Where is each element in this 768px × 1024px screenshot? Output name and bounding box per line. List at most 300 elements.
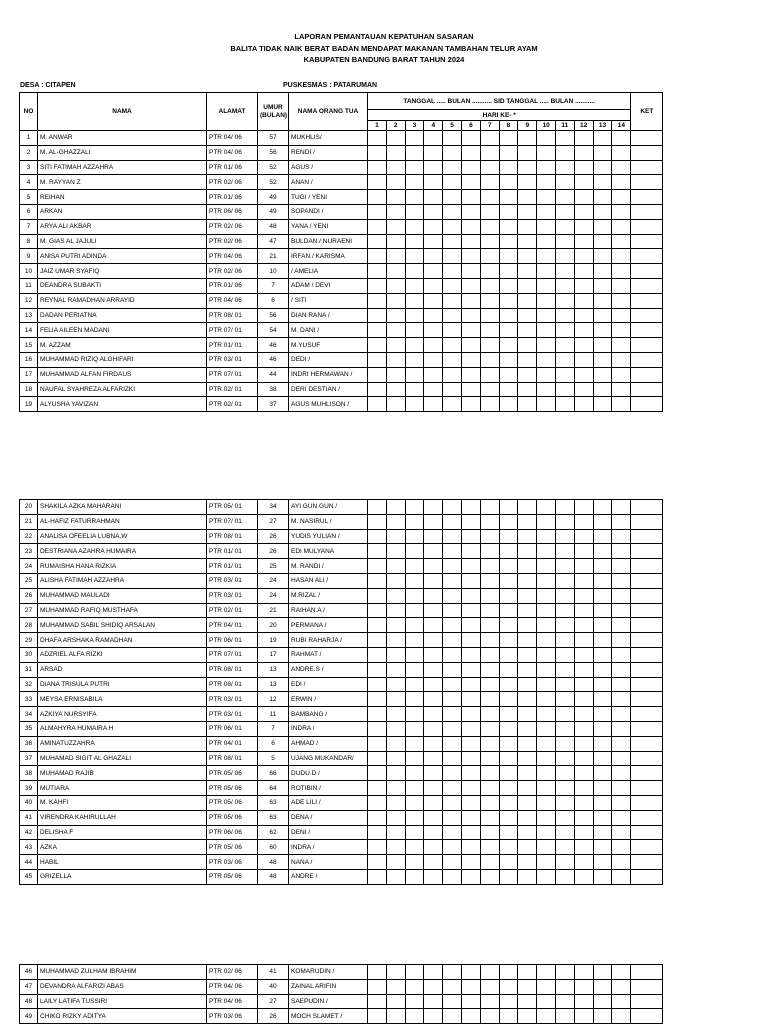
cell-day-7[interactable] xyxy=(480,707,499,722)
cell-ket[interactable] xyxy=(631,529,663,544)
cell-day-11[interactable] xyxy=(555,647,574,662)
cell-day-1[interactable] xyxy=(368,160,387,175)
cell-day-10[interactable] xyxy=(537,855,556,870)
cell-day-10[interactable] xyxy=(537,338,556,353)
cell-day-7[interactable] xyxy=(480,559,499,574)
cell-day-2[interactable] xyxy=(386,175,405,190)
cell-day-12[interactable] xyxy=(574,573,593,588)
cell-ket[interactable] xyxy=(631,692,663,707)
cell-day-3[interactable] xyxy=(405,204,424,219)
cell-day-12[interactable] xyxy=(574,795,593,810)
cell-day-3[interactable] xyxy=(405,840,424,855)
cell-day-12[interactable] xyxy=(574,662,593,677)
cell-day-6[interactable] xyxy=(461,795,480,810)
cell-day-8[interactable] xyxy=(499,264,518,279)
cell-day-9[interactable] xyxy=(518,234,537,249)
cell-day-1[interactable] xyxy=(368,751,387,766)
cell-day-11[interactable] xyxy=(555,500,574,515)
cell-day-1[interactable] xyxy=(368,618,387,633)
cell-day-7[interactable] xyxy=(480,529,499,544)
cell-day-2[interactable] xyxy=(386,781,405,796)
cell-day-13[interactable] xyxy=(593,175,612,190)
cell-day-1[interactable] xyxy=(368,588,387,603)
cell-day-4[interactable] xyxy=(424,736,443,751)
cell-day-11[interactable] xyxy=(555,618,574,633)
cell-day-13[interactable] xyxy=(593,219,612,234)
cell-day-4[interactable] xyxy=(424,397,443,412)
cell-day-13[interactable] xyxy=(593,855,612,870)
cell-day-10[interactable] xyxy=(537,131,556,146)
cell-day-4[interactable] xyxy=(424,603,443,618)
cell-day-10[interactable] xyxy=(537,736,556,751)
cell-day-4[interactable] xyxy=(424,1009,443,1024)
cell-day-4[interactable] xyxy=(424,190,443,205)
cell-day-4[interactable] xyxy=(424,721,443,736)
cell-day-12[interactable] xyxy=(574,352,593,367)
cell-day-4[interactable] xyxy=(424,994,443,1009)
cell-day-13[interactable] xyxy=(593,994,612,1009)
cell-day-7[interactable] xyxy=(480,766,499,781)
cell-day-7[interactable] xyxy=(480,603,499,618)
cell-day-12[interactable] xyxy=(574,338,593,353)
cell-day-5[interactable] xyxy=(443,869,462,884)
cell-day-10[interactable] xyxy=(537,573,556,588)
cell-day-12[interactable] xyxy=(574,840,593,855)
cell-day-7[interactable] xyxy=(480,338,499,353)
cell-day-11[interactable] xyxy=(555,869,574,884)
cell-ket[interactable] xyxy=(631,766,663,781)
cell-day-10[interactable] xyxy=(537,323,556,338)
cell-day-6[interactable] xyxy=(461,249,480,264)
cell-day-14[interactable] xyxy=(612,160,631,175)
cell-day-8[interactable] xyxy=(499,766,518,781)
cell-day-6[interactable] xyxy=(461,603,480,618)
cell-day-12[interactable] xyxy=(574,204,593,219)
cell-day-6[interactable] xyxy=(461,855,480,870)
cell-day-11[interactable] xyxy=(555,721,574,736)
cell-day-9[interactable] xyxy=(518,190,537,205)
cell-day-8[interactable] xyxy=(499,514,518,529)
cell-day-13[interactable] xyxy=(593,840,612,855)
cell-day-5[interactable] xyxy=(443,618,462,633)
cell-day-3[interactable] xyxy=(405,1009,424,1024)
cell-day-11[interactable] xyxy=(555,204,574,219)
cell-day-13[interactable] xyxy=(593,736,612,751)
cell-day-13[interactable] xyxy=(593,500,612,515)
cell-day-13[interactable] xyxy=(593,367,612,382)
cell-day-1[interactable] xyxy=(368,514,387,529)
cell-day-1[interactable] xyxy=(368,810,387,825)
cell-day-8[interactable] xyxy=(499,965,518,980)
cell-day-3[interactable] xyxy=(405,588,424,603)
cell-day-5[interactable] xyxy=(443,1009,462,1024)
cell-day-2[interactable] xyxy=(386,795,405,810)
cell-day-14[interactable] xyxy=(612,677,631,692)
cell-day-12[interactable] xyxy=(574,559,593,574)
cell-day-9[interactable] xyxy=(518,145,537,160)
cell-day-14[interactable] xyxy=(612,382,631,397)
cell-day-3[interactable] xyxy=(405,514,424,529)
cell-day-1[interactable] xyxy=(368,278,387,293)
cell-day-4[interactable] xyxy=(424,707,443,722)
cell-day-13[interactable] xyxy=(593,382,612,397)
cell-day-1[interactable] xyxy=(368,965,387,980)
cell-day-5[interactable] xyxy=(443,160,462,175)
cell-day-4[interactable] xyxy=(424,751,443,766)
cell-day-1[interactable] xyxy=(368,131,387,146)
cell-day-14[interactable] xyxy=(612,352,631,367)
cell-day-14[interactable] xyxy=(612,529,631,544)
cell-day-14[interactable] xyxy=(612,559,631,574)
cell-ket[interactable] xyxy=(631,721,663,736)
cell-day-8[interactable] xyxy=(499,278,518,293)
cell-day-14[interactable] xyxy=(612,781,631,796)
cell-day-9[interactable] xyxy=(518,219,537,234)
cell-day-7[interactable] xyxy=(480,131,499,146)
cell-day-5[interactable] xyxy=(443,979,462,994)
cell-day-3[interactable] xyxy=(405,677,424,692)
cell-ket[interactable] xyxy=(631,751,663,766)
cell-day-10[interactable] xyxy=(537,278,556,293)
cell-day-10[interactable] xyxy=(537,145,556,160)
cell-day-5[interactable] xyxy=(443,308,462,323)
cell-day-4[interactable] xyxy=(424,529,443,544)
cell-day-8[interactable] xyxy=(499,529,518,544)
cell-day-1[interactable] xyxy=(368,869,387,884)
cell-day-6[interactable] xyxy=(461,367,480,382)
cell-day-12[interactable] xyxy=(574,514,593,529)
cell-ket[interactable] xyxy=(631,994,663,1009)
cell-day-1[interactable] xyxy=(368,677,387,692)
cell-day-9[interactable] xyxy=(518,840,537,855)
cell-day-2[interactable] xyxy=(386,840,405,855)
cell-day-13[interactable] xyxy=(593,603,612,618)
cell-day-14[interactable] xyxy=(612,131,631,146)
cell-day-8[interactable] xyxy=(499,633,518,648)
cell-day-3[interactable] xyxy=(405,781,424,796)
cell-day-6[interactable] xyxy=(461,721,480,736)
cell-day-8[interactable] xyxy=(499,219,518,234)
cell-day-4[interactable] xyxy=(424,840,443,855)
cell-day-14[interactable] xyxy=(612,766,631,781)
cell-day-1[interactable] xyxy=(368,249,387,264)
cell-day-1[interactable] xyxy=(368,529,387,544)
cell-day-5[interactable] xyxy=(443,647,462,662)
cell-day-3[interactable] xyxy=(405,397,424,412)
cell-day-8[interactable] xyxy=(499,603,518,618)
cell-ket[interactable] xyxy=(631,249,663,264)
cell-day-5[interactable] xyxy=(443,204,462,219)
cell-day-4[interactable] xyxy=(424,308,443,323)
cell-ket[interactable] xyxy=(631,514,663,529)
cell-day-12[interactable] xyxy=(574,751,593,766)
cell-day-5[interactable] xyxy=(443,825,462,840)
cell-day-14[interactable] xyxy=(612,633,631,648)
cell-day-12[interactable] xyxy=(574,677,593,692)
cell-day-7[interactable] xyxy=(480,190,499,205)
cell-day-4[interactable] xyxy=(424,131,443,146)
cell-day-12[interactable] xyxy=(574,707,593,722)
cell-day-8[interactable] xyxy=(499,352,518,367)
cell-day-13[interactable] xyxy=(593,234,612,249)
cell-day-10[interactable] xyxy=(537,603,556,618)
cell-day-5[interactable] xyxy=(443,766,462,781)
cell-day-9[interactable] xyxy=(518,633,537,648)
cell-day-3[interactable] xyxy=(405,145,424,160)
cell-day-4[interactable] xyxy=(424,662,443,677)
cell-day-1[interactable] xyxy=(368,559,387,574)
cell-day-12[interactable] xyxy=(574,810,593,825)
cell-ket[interactable] xyxy=(631,145,663,160)
cell-day-7[interactable] xyxy=(480,514,499,529)
cell-day-8[interactable] xyxy=(499,855,518,870)
cell-day-12[interactable] xyxy=(574,249,593,264)
cell-day-4[interactable] xyxy=(424,264,443,279)
cell-day-13[interactable] xyxy=(593,795,612,810)
cell-day-4[interactable] xyxy=(424,677,443,692)
cell-day-5[interactable] xyxy=(443,145,462,160)
cell-day-7[interactable] xyxy=(480,855,499,870)
cell-day-6[interactable] xyxy=(461,338,480,353)
cell-day-4[interactable] xyxy=(424,781,443,796)
cell-day-2[interactable] xyxy=(386,190,405,205)
cell-day-11[interactable] xyxy=(555,308,574,323)
cell-day-9[interactable] xyxy=(518,825,537,840)
cell-ket[interactable] xyxy=(631,855,663,870)
cell-day-11[interactable] xyxy=(555,234,574,249)
cell-day-5[interactable] xyxy=(443,529,462,544)
cell-day-14[interactable] xyxy=(612,979,631,994)
cell-day-12[interactable] xyxy=(574,736,593,751)
cell-day-12[interactable] xyxy=(574,855,593,870)
cell-day-6[interactable] xyxy=(461,219,480,234)
cell-day-6[interactable] xyxy=(461,647,480,662)
cell-day-7[interactable] xyxy=(480,979,499,994)
cell-day-9[interactable] xyxy=(518,647,537,662)
cell-day-6[interactable] xyxy=(461,781,480,796)
cell-day-13[interactable] xyxy=(593,514,612,529)
cell-day-7[interactable] xyxy=(480,692,499,707)
cell-day-10[interactable] xyxy=(537,618,556,633)
cell-day-6[interactable] xyxy=(461,264,480,279)
cell-day-11[interactable] xyxy=(555,514,574,529)
cell-day-1[interactable] xyxy=(368,190,387,205)
cell-day-3[interactable] xyxy=(405,965,424,980)
cell-day-12[interactable] xyxy=(574,766,593,781)
cell-day-11[interactable] xyxy=(555,677,574,692)
cell-day-8[interactable] xyxy=(499,647,518,662)
cell-day-6[interactable] xyxy=(461,160,480,175)
cell-day-5[interactable] xyxy=(443,795,462,810)
cell-day-7[interactable] xyxy=(480,810,499,825)
cell-day-12[interactable] xyxy=(574,825,593,840)
cell-day-4[interactable] xyxy=(424,367,443,382)
cell-day-3[interactable] xyxy=(405,869,424,884)
cell-day-3[interactable] xyxy=(405,573,424,588)
cell-day-4[interactable] xyxy=(424,979,443,994)
cell-day-13[interactable] xyxy=(593,677,612,692)
cell-day-3[interactable] xyxy=(405,795,424,810)
cell-day-2[interactable] xyxy=(386,529,405,544)
cell-day-8[interactable] xyxy=(499,677,518,692)
cell-day-5[interactable] xyxy=(443,633,462,648)
cell-day-8[interactable] xyxy=(499,588,518,603)
cell-day-13[interactable] xyxy=(593,249,612,264)
cell-day-6[interactable] xyxy=(461,692,480,707)
cell-day-5[interactable] xyxy=(443,736,462,751)
cell-day-13[interactable] xyxy=(593,529,612,544)
cell-day-6[interactable] xyxy=(461,1009,480,1024)
cell-day-2[interactable] xyxy=(386,692,405,707)
cell-day-9[interactable] xyxy=(518,677,537,692)
cell-day-3[interactable] xyxy=(405,367,424,382)
cell-day-5[interactable] xyxy=(443,500,462,515)
cell-day-14[interactable] xyxy=(612,249,631,264)
cell-day-3[interactable] xyxy=(405,544,424,559)
cell-day-3[interactable] xyxy=(405,994,424,1009)
cell-day-13[interactable] xyxy=(593,751,612,766)
cell-day-2[interactable] xyxy=(386,979,405,994)
cell-day-11[interactable] xyxy=(555,219,574,234)
cell-day-13[interactable] xyxy=(593,766,612,781)
cell-day-14[interactable] xyxy=(612,264,631,279)
cell-day-11[interactable] xyxy=(555,397,574,412)
cell-day-4[interactable] xyxy=(424,323,443,338)
cell-day-14[interactable] xyxy=(612,810,631,825)
cell-day-1[interactable] xyxy=(368,175,387,190)
cell-day-8[interactable] xyxy=(499,131,518,146)
cell-day-6[interactable] xyxy=(461,308,480,323)
cell-day-10[interactable] xyxy=(537,175,556,190)
cell-day-10[interactable] xyxy=(537,529,556,544)
cell-day-8[interactable] xyxy=(499,979,518,994)
cell-day-13[interactable] xyxy=(593,810,612,825)
cell-day-6[interactable] xyxy=(461,145,480,160)
cell-day-8[interactable] xyxy=(499,500,518,515)
cell-day-10[interactable] xyxy=(537,234,556,249)
cell-day-9[interactable] xyxy=(518,500,537,515)
cell-day-7[interactable] xyxy=(480,965,499,980)
cell-day-4[interactable] xyxy=(424,338,443,353)
cell-day-7[interactable] xyxy=(480,721,499,736)
cell-day-11[interactable] xyxy=(555,840,574,855)
cell-day-11[interactable] xyxy=(555,766,574,781)
cell-day-14[interactable] xyxy=(612,965,631,980)
cell-day-8[interactable] xyxy=(499,204,518,219)
cell-day-12[interactable] xyxy=(574,308,593,323)
cell-day-10[interactable] xyxy=(537,825,556,840)
cell-day-9[interactable] xyxy=(518,707,537,722)
cell-day-1[interactable] xyxy=(368,145,387,160)
cell-day-3[interactable] xyxy=(405,131,424,146)
cell-day-10[interactable] xyxy=(537,544,556,559)
cell-day-12[interactable] xyxy=(574,131,593,146)
cell-day-2[interactable] xyxy=(386,500,405,515)
cell-day-7[interactable] xyxy=(480,994,499,1009)
cell-day-8[interactable] xyxy=(499,751,518,766)
cell-day-2[interactable] xyxy=(386,825,405,840)
cell-day-2[interactable] xyxy=(386,994,405,1009)
cell-day-14[interactable] xyxy=(612,736,631,751)
cell-day-10[interactable] xyxy=(537,160,556,175)
cell-day-3[interactable] xyxy=(405,603,424,618)
cell-day-11[interactable] xyxy=(555,131,574,146)
cell-ket[interactable] xyxy=(631,810,663,825)
cell-day-3[interactable] xyxy=(405,234,424,249)
cell-day-6[interactable] xyxy=(461,736,480,751)
cell-day-2[interactable] xyxy=(386,1009,405,1024)
cell-day-12[interactable] xyxy=(574,190,593,205)
cell-day-14[interactable] xyxy=(612,175,631,190)
cell-day-13[interactable] xyxy=(593,293,612,308)
cell-day-1[interactable] xyxy=(368,692,387,707)
cell-ket[interactable] xyxy=(631,618,663,633)
cell-day-14[interactable] xyxy=(612,707,631,722)
cell-day-9[interactable] xyxy=(518,795,537,810)
cell-day-7[interactable] xyxy=(480,367,499,382)
cell-day-4[interactable] xyxy=(424,500,443,515)
cell-day-10[interactable] xyxy=(537,559,556,574)
cell-ket[interactable] xyxy=(631,1009,663,1024)
cell-day-5[interactable] xyxy=(443,234,462,249)
cell-day-4[interactable] xyxy=(424,795,443,810)
cell-day-13[interactable] xyxy=(593,1009,612,1024)
cell-day-7[interactable] xyxy=(480,397,499,412)
cell-day-9[interactable] xyxy=(518,278,537,293)
cell-day-12[interactable] xyxy=(574,1009,593,1024)
cell-day-2[interactable] xyxy=(386,766,405,781)
cell-ket[interactable] xyxy=(631,382,663,397)
cell-ket[interactable] xyxy=(631,707,663,722)
cell-day-13[interactable] xyxy=(593,131,612,146)
cell-day-3[interactable] xyxy=(405,323,424,338)
cell-day-8[interactable] xyxy=(499,573,518,588)
cell-day-2[interactable] xyxy=(386,160,405,175)
cell-ket[interactable] xyxy=(631,190,663,205)
cell-day-5[interactable] xyxy=(443,367,462,382)
cell-day-7[interactable] xyxy=(480,249,499,264)
cell-day-12[interactable] xyxy=(574,278,593,293)
cell-day-6[interactable] xyxy=(461,190,480,205)
cell-day-11[interactable] xyxy=(555,781,574,796)
cell-day-13[interactable] xyxy=(593,397,612,412)
cell-day-13[interactable] xyxy=(593,190,612,205)
cell-day-10[interactable] xyxy=(537,352,556,367)
cell-day-14[interactable] xyxy=(612,500,631,515)
cell-day-2[interactable] xyxy=(386,677,405,692)
cell-day-11[interactable] xyxy=(555,633,574,648)
cell-day-2[interactable] xyxy=(386,588,405,603)
cell-day-8[interactable] xyxy=(499,810,518,825)
cell-ket[interactable] xyxy=(631,352,663,367)
cell-day-8[interactable] xyxy=(499,397,518,412)
cell-day-1[interactable] xyxy=(368,979,387,994)
cell-day-3[interactable] xyxy=(405,352,424,367)
cell-day-14[interactable] xyxy=(612,397,631,412)
cell-day-3[interactable] xyxy=(405,647,424,662)
cell-day-6[interactable] xyxy=(461,131,480,146)
cell-day-11[interactable] xyxy=(555,160,574,175)
cell-day-6[interactable] xyxy=(461,573,480,588)
cell-day-12[interactable] xyxy=(574,367,593,382)
cell-day-9[interactable] xyxy=(518,588,537,603)
cell-day-12[interactable] xyxy=(574,692,593,707)
cell-ket[interactable] xyxy=(631,603,663,618)
cell-day-7[interactable] xyxy=(480,160,499,175)
cell-day-2[interactable] xyxy=(386,573,405,588)
cell-day-11[interactable] xyxy=(555,736,574,751)
cell-day-6[interactable] xyxy=(461,618,480,633)
